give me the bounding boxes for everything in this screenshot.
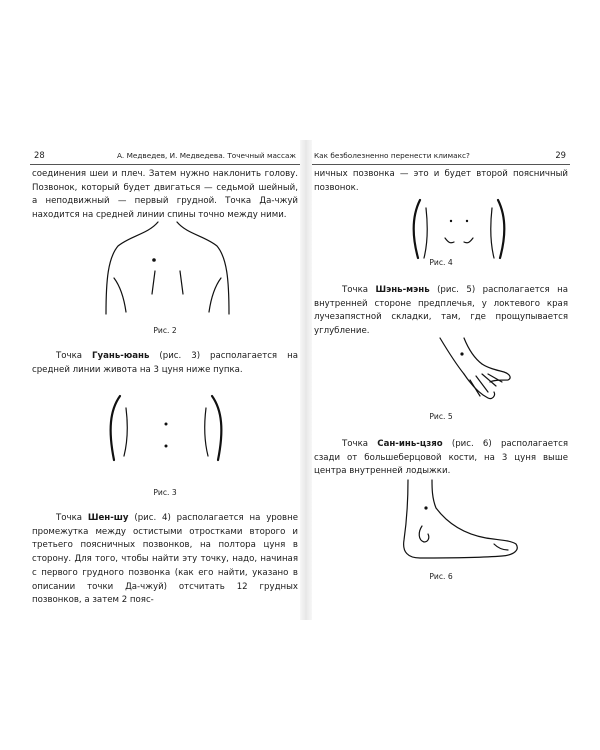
right-paragraph-2: Точка Шэнь-мэнь (рис. 5) располагается на внутренней стороне предплечья, у локтевого края лучезапястной складки, там, где прощупывается углубление. (314, 285, 568, 337)
figure-4-caption: Рис. 4 (429, 258, 453, 267)
right-running-header (312, 148, 570, 165)
right-page (312, 148, 570, 618)
figure-6-caption: Рис. 6 (429, 572, 453, 581)
left-page (30, 148, 300, 618)
figure-4-lower-back-illustration (404, 196, 514, 260)
left-page-number: 28 (34, 150, 45, 160)
book-gutter (300, 140, 312, 620)
figure-3-abdomen-illustration (102, 390, 230, 464)
figure-2-back-illustration (100, 216, 235, 316)
term-shen-shu: Шен-шу (87, 513, 129, 523)
left-paragraph-2: Точка Гуань-юань (рис. 3) располагается на средней линии живота на 3 цуня ниже пупка. (32, 351, 298, 375)
term-guan-yuan: Гуань-юань (92, 351, 150, 361)
figure-5-caption: Рис. 5 (429, 412, 453, 421)
figure-3-caption: Рис. 3 (153, 488, 177, 497)
term-san-yin-jiao: Сан-инь-цзяо (377, 439, 443, 449)
right-page-number: 29 (555, 150, 566, 160)
right-paragraph-1: ничных позвонка — это и будет второй поясничный позвонок. (314, 169, 568, 193)
left-running-header (30, 148, 300, 165)
left-header-text: А. Медведев, И. Медведева. Точечный массаж (116, 151, 296, 160)
term-shen-men: Шэнь-мэнь (375, 285, 430, 295)
figure-6-foot-illustration (398, 478, 528, 562)
left-paragraph-1: соединения шеи и плеч. Затем нужно наклонить голову. Позвонок, который будет двигаться — седьмой шейный, а неподвижный — первый грудной. Точка Да-чжуй находится на средней линии спины точно между ними. (32, 169, 298, 221)
figure-5-hand-illustration (430, 334, 520, 406)
right-header-text: Как безболезненно перенести климакс? (314, 151, 470, 160)
right-paragraph-3: Точка Сан-инь-цзяо (рис. 6) располагается сзади от большеберцовой кости, на 3 цуня выше центра внутренней лодыжки. (314, 439, 568, 477)
figure-2-caption: Рис. 2 (153, 326, 177, 335)
left-paragraph-3: Точка Шен-шу (рис. 4) располагается на уровне промежутка между остистыми отростками второго и третьего поясничных позвонков, на полтора цуня в сторону. Для того, чтобы найти эту точку, надо, начиная с первого грудного позвонка (как его найти, указано в описании точки Да-чжуй) отсчитать 12 грудных позвонков, а затем 2 пояс- (32, 513, 298, 606)
